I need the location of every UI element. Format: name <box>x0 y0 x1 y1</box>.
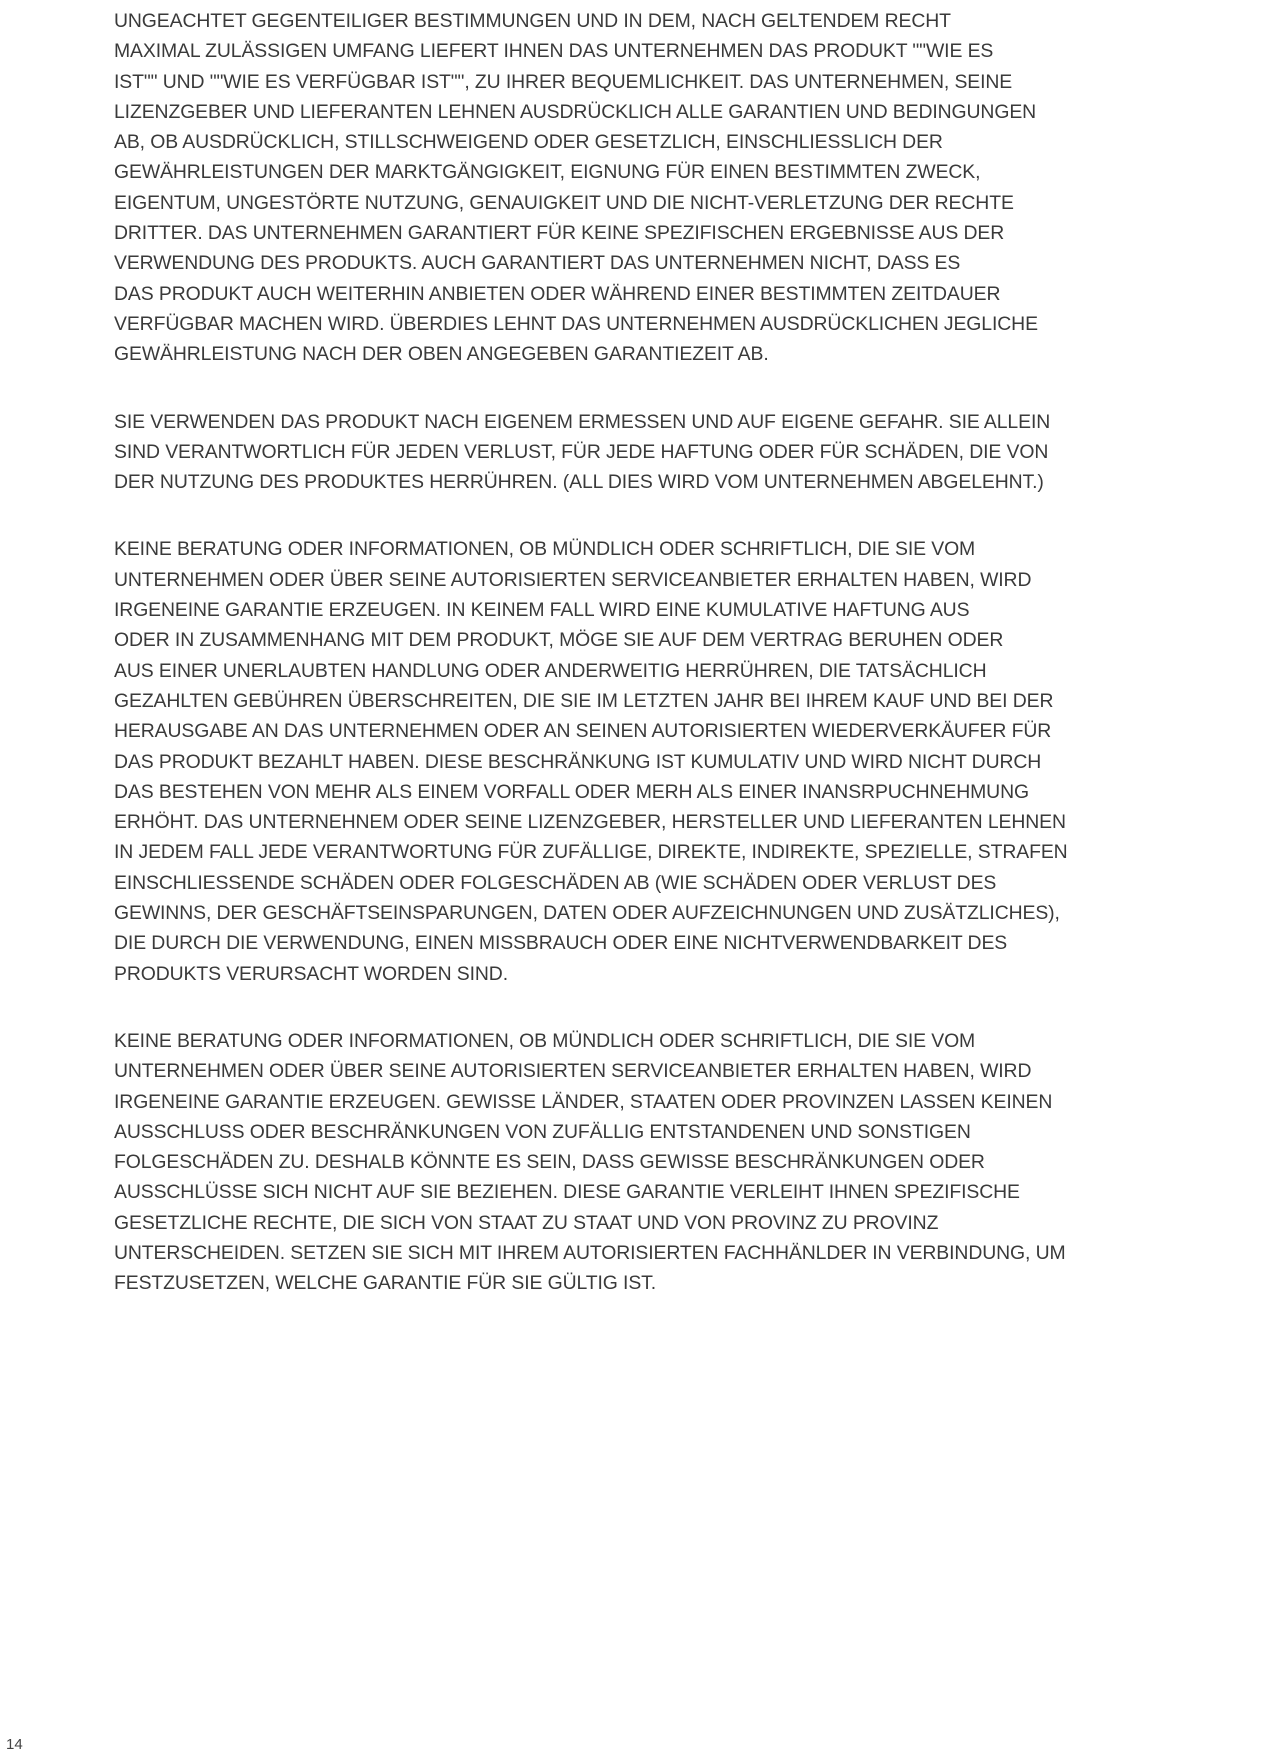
text-line: GEZAHLTEN GEBÜHREN ÜBERSCHREITEN, DIE SIE IM LETZTEN JAHR BEI IHREM KAUF UND BEI DER <box>114 689 1054 712</box>
text-line: KEINE BERATUNG ODER INFORMATIONEN, OB MÜNDLICH ODER SCHRIFTLICH, DIE SIE VOM <box>114 1029 976 1052</box>
text-line: DAS PRODUKT AUCH WEITERHIN ANBIETEN ODER WÄHREND EINER BESTIMMTEN ZEITDAUER <box>114 282 1001 305</box>
text-line: AUSSCHLUSS ODER BESCHRÄNKUNGEN VON ZUFÄLLIG ENTSTANDENEN UND SONSTIGEN <box>114 1120 971 1143</box>
jurisdiction-rights-paragraph <box>114 1026 1264 1299</box>
text-line: UNTERSCHEIDEN. SETZEN SIE SICH MIT IHREM AUTORISIERTEN FACHHÄNLDER IN VERBINDUNG, UM <box>114 1241 1066 1264</box>
text-line: HERAUSGABE AN DAS UNTERNEHMEN ODER AN SEINEN AUTORISIERTEN WIEDERVERKÄUFER FÜR <box>114 720 1052 743</box>
text-line: AB, OB AUSDRÜCKLICH, STILLSCHWEIGEND ODER GESETZLICH, EINSCHLIESSLICH DER <box>114 131 943 154</box>
text-line: IST"" UND ""WIE ES VERFÜGBAR IST"", ZU IHRER BEQUEMLICHKEIT. DAS UNTERNEHMEN, SEINE <box>114 70 1013 93</box>
text-line: DER NUTZUNG DES PRODUKTES HERRÜHREN. (ALL DIES WIRD VOM UNTERNEHMEN ABGELEHNT.) <box>114 471 1044 494</box>
text-line: UNTERNEHMEN ODER ÜBER SEINE AUTORISIERTEN SERVICEANBIETER ERHALTEN HABEN, WIRD <box>114 568 1032 591</box>
text-line: AUS EINER UNERLAUBTEN HANDLUNG ODER ANDERWEITIG HERRÜHREN, DIE TATSÄCHLICH <box>114 659 987 682</box>
own-risk-paragraph <box>114 407 1264 498</box>
text-line: DAS PRODUKT BEZAHLT HABEN. DIESE BESCHRÄNKUNG IST KUMULATIV UND WIRD NICHT DURCH <box>114 750 1042 773</box>
text-line: EIGENTUM, UNGESTÖRTE NUTZUNG, GENAUIGKEIT UND DIE NICHT-VERLETZUNG DER RECHTE <box>114 191 1014 214</box>
liability-limitation-paragraph <box>114 534 1264 988</box>
text-line: FESTZUSETZEN, WELCHE GARANTIE FÜR SIE GÜLTIG IST. <box>114 1272 657 1295</box>
text-line: UNGEACHTET GEGENTEILIGER BESTIMMUNGEN UND IN DEM, NACH GELTENDEM RECHT <box>114 10 951 32</box>
text-line: VERWENDUNG DES PRODUKTS. AUCH GARANTIERT DAS UNTERNEHMEN NICHT, DASS ES <box>114 252 961 275</box>
text-line: GESETZLICHE RECHTE, DIE SICH VON STAAT ZU STAAT UND VON PROVINZ ZU PROVINZ <box>114 1211 939 1234</box>
text-line: GEWÄHRLEISTUNG NACH DER OBEN ANGEGEBEN GARANTIEZEIT AB. <box>114 343 769 366</box>
text-line: IN JEDEM FALL JEDE VERANTWORTUNG FÜR ZUFÄLLIGE, DIREKTE, INDIREKTE, SPEZIELLE, STRAFEN <box>114 841 1068 864</box>
text-line: SIE VERWENDEN DAS PRODUKT NACH EIGENEM ERMESSEN UND AUF EIGENE GEFAHR. SIE ALLEIN <box>114 410 1051 433</box>
document-body <box>114 6 1264 1299</box>
text-line: EINSCHLIESSENDE SCHÄDEN ODER FOLGESCHÄDEN AB (WIE SCHÄDEN ODER VERLUST DES <box>114 871 997 894</box>
text-line: GEWÄHRLEISTUNGEN DER MARKTGÄNGIGKEIT, EIGNUNG FÜR EINEN BESTIMMTEN ZWECK, <box>114 161 981 184</box>
text-line: DAS BESTEHEN VON MEHR ALS EINEM VORFALL ODER MERH ALS EINER INANSRPUCHNEHMUNG <box>114 780 1029 803</box>
text-line: FOLGESCHÄDEN ZU. DESHALB KÖNNTE ES SEIN, DASS GEWISSE BESCHRÄNKUNGEN ODER <box>114 1151 985 1174</box>
warranty-disclaimer-paragraph <box>114 6 1264 370</box>
text-line: IRGENEINE GARANTIE ERZEUGEN. IN KEINEM FALL WIRD EINE KUMULATIVE HAFTUNG AUS <box>114 599 970 622</box>
text-line: LIZENZGEBER UND LIEFERANTEN LEHNEN AUSDRÜCKLICH ALLE GARANTIEN UND BEDINGUNGEN <box>114 100 1037 123</box>
page-number: 14 <box>6 1736 23 1753</box>
text-line: SIND VERANTWORTLICH FÜR JEDEN VERLUST, FÜR JEDE HAFTUNG ODER FÜR SCHÄDEN, DIE VON <box>114 440 1049 463</box>
text-line: ODER IN ZUSAMMENHANG MIT DEM PRODUKT, MÖGE SIE AUF DEM VERTRAG BERUHEN ODER <box>114 629 1004 652</box>
text-line: UNTERNEHMEN ODER ÜBER SEINE AUTORISIERTEN SERVICEANBIETER ERHALTEN HABEN, WIRD <box>114 1060 1032 1083</box>
text-line: GEWINNS, DER GESCHÄFTSEINSPARUNGEN, DATEN ODER AUFZEICHNUNGEN UND ZUSÄTZLICHES), <box>114 902 1060 925</box>
text-line: KEINE BERATUNG ODER INFORMATIONEN, OB MÜNDLICH ODER SCHRIFTLICH, DIE SIE VOM <box>114 538 976 561</box>
text-line: MAXIMAL ZULÄSSIGEN UMFANG LIEFERT IHNEN DAS UNTERNEHMEN DAS PRODUKT ""WIE ES <box>114 40 994 63</box>
text-line: PRODUKTS VERURSACHT WORDEN SIND. <box>114 962 508 985</box>
text-line: AUSSCHLÜSSE SICH NICHT AUF SIE BEZIEHEN. DIESE GARANTIE VERLEIHT IHNEN SPEZIFISCHE <box>114 1181 1020 1204</box>
text-line: IRGENEINE GARANTIE ERZEUGEN. GEWISSE LÄNDER, STAATEN ODER PROVINZEN LASSEN KEINEN <box>114 1090 1053 1113</box>
text-line: DIE DURCH DIE VERWENDUNG, EINEN MISSBRAUCH ODER EINE NICHTVERWENDBARKEIT DES <box>114 932 1008 955</box>
text-line: ERHÖHT. DAS UNTERNEHNEM ODER SEINE LIZENZGEBER, HERSTELLER UND LIEFERANTEN LEHNEN <box>114 811 1066 834</box>
text-line: VERFÜGBAR MACHEN WIRD. ÜBERDIES LEHNT DAS UNTERNEHMEN AUSDRÜCKLICHEN JEGLICHE <box>114 312 1038 335</box>
text-line: DRITTER. DAS UNTERNEHMEN GARANTIERT FÜR KEINE SPEZIFISCHEN ERGEBNISSE AUS DER <box>114 222 1005 245</box>
